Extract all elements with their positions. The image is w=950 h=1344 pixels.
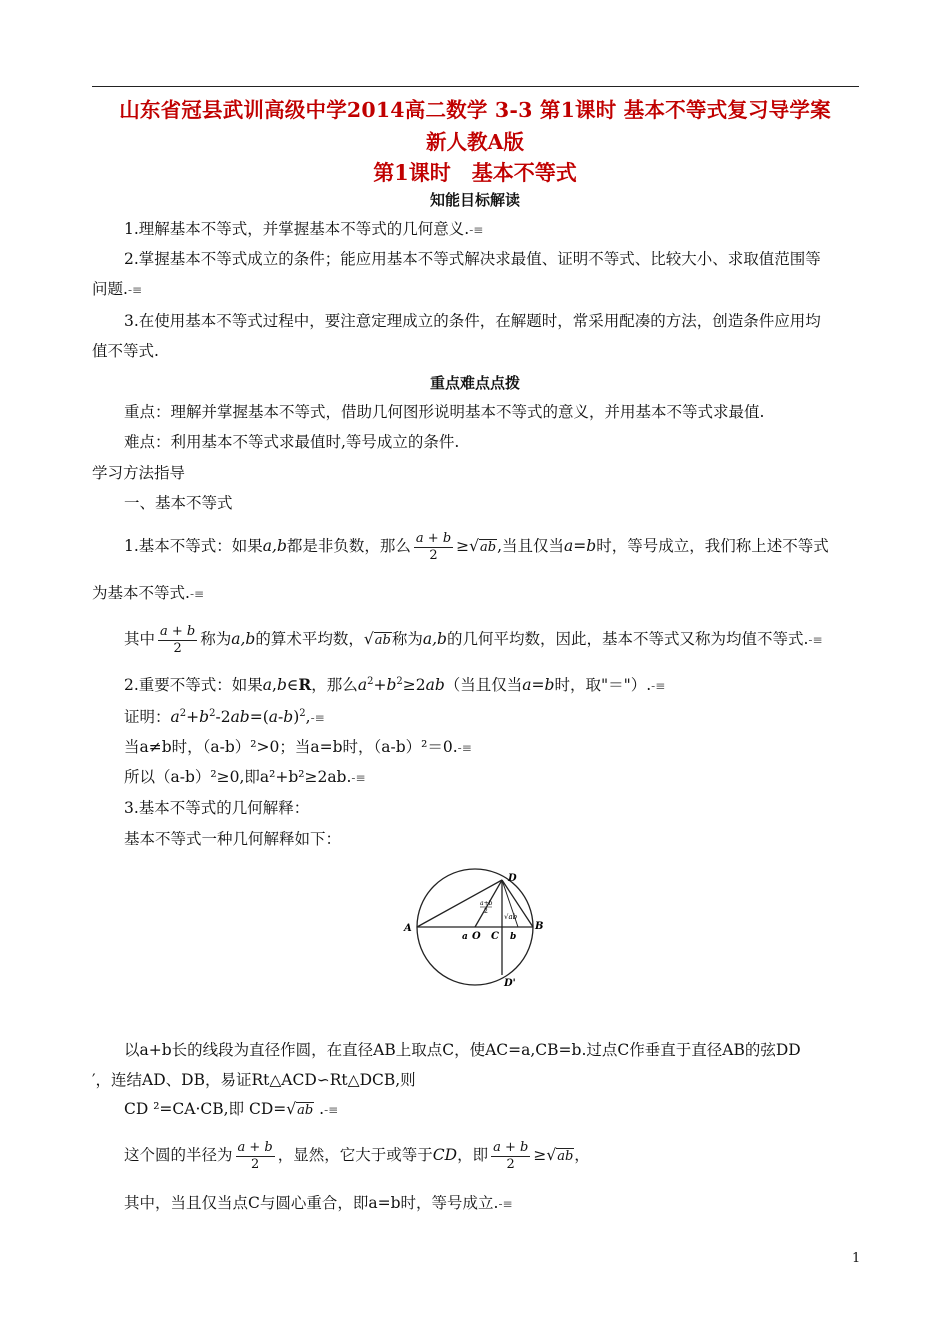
fraction-mean: $\frac{a + b}{2}$ [415, 530, 452, 563]
page-number: 1 [852, 1251, 861, 1266]
objective-3: 3.在使用基本不等式过程中，要注意定理成立的条件，在解题时，常采用配凑的方法，创造条件应用均 [124, 312, 821, 330]
geometric-intro: 基本不等式一种几何解释如下： [124, 830, 342, 848]
geometric-heading: 3.基本不等式的几何解释： [124, 799, 310, 817]
radius-line: 这个圆的半径为 $\frac{a + b}{2}$ ，显然，它大于或等于CD，即 $\frac{a + b}{2}$ ≥√ab， [124, 1139, 590, 1172]
label-B: B [535, 921, 544, 932]
section-heading-objectives: 知能目标解读 [429, 191, 520, 209]
equality-condition: 其中，当且仅当点C与圆心重合，即a=b时，等号成立.-≡ [124, 1194, 513, 1212]
construction-line1: 以a+b长的线段为直径作圆，在直径AB上取点C，使AC=a,CB=b.过点C作垂直于直径AB的弦DD [124, 1041, 801, 1059]
difficulty-point: 难点：利用基本不等式求最值时,等号成立的条件. [124, 433, 460, 451]
doc-title-line2: 新人教A版 [426, 130, 524, 154]
proof-cases: 当a≠b时，（a-b）²>0；当a=b时，（a-b）²＝0.-≡ [124, 738, 472, 756]
label-D: D [508, 873, 517, 884]
section-heading-method: 学习方法指导 [92, 464, 186, 482]
label-Dprime: D' [504, 978, 516, 989]
label-two: 2 [484, 908, 488, 915]
label-O: O [472, 931, 481, 942]
label-half-sum: a+b [480, 900, 493, 907]
mean-definition: 其中 $\frac{a + b}{2}$ 称为a,b的算术平均数，√ab称为a,b的几何平均数，因此，基本不等式又称为均值不等式.-≡ [124, 623, 823, 656]
section-heading-keypoints: 重点难点点拨 [429, 374, 520, 392]
objective-3-cont: 值不等式. [92, 342, 159, 360]
definition-paragraph: 1.基本不等式：如果a,b都是非负数，那么 $\frac{a + b}{2}$ ≥√ab,当且仅当a=b时，等号成立，我们称上述不等式 [124, 530, 829, 563]
circle-diagram [400, 865, 550, 993]
subheading-basic-inequality: 一、基本不等式 [124, 494, 233, 512]
label-C: C [491, 931, 499, 942]
proof-line: 证明：$a^2+b^2-2ab=(a-b)^2,-\equiv$ [124, 707, 325, 726]
label-A: A [404, 923, 412, 934]
construction-line2: ′，连结AD、DB，易证Rt△ACD∽Rt△DCB,则 [92, 1071, 416, 1089]
header-rule [92, 86, 859, 87]
key-point: 重点：理解并掌握基本不等式，借助几何图形说明基本不等式的意义，并用基本不等式求最值. [124, 403, 765, 421]
label-b: b [510, 932, 517, 942]
objective-2-cont: 问题.-≡ [92, 280, 143, 298]
label-a: a [462, 932, 468, 942]
definition-paragraph-cont: 为基本不等式.-≡ [92, 584, 205, 602]
label-sqrt-ab: √ab [504, 913, 518, 921]
important-inequality: 2.重要不等式：如果a,b∈R，那么$a^2+b^2\ge 2ab$（当且仅当a=b时，取"＝"）.-≡ [124, 675, 666, 694]
doc-title: 山东省冠县武训高级中学2014高二数学 3-3 第1课时 基本不等式复习导学案 [119, 98, 831, 122]
objective-2: 2.掌握基本不等式成立的条件；能应用基本不等式解决求最值、证明不等式、比较大小、求取值范围等 [124, 250, 821, 268]
lesson-title: 第1课时 基本不等式 [373, 160, 577, 185]
construction-line3: CD ²=CA·CB,即 CD=√ab .-≡ [124, 1100, 339, 1118]
objective-1: 1.理解基本不等式，并掌握基本不等式的几何意义.-≡ [124, 220, 484, 238]
proof-conclusion: 所以（a-b）²≥0,即a²+b²≥2ab.-≡ [124, 768, 366, 786]
